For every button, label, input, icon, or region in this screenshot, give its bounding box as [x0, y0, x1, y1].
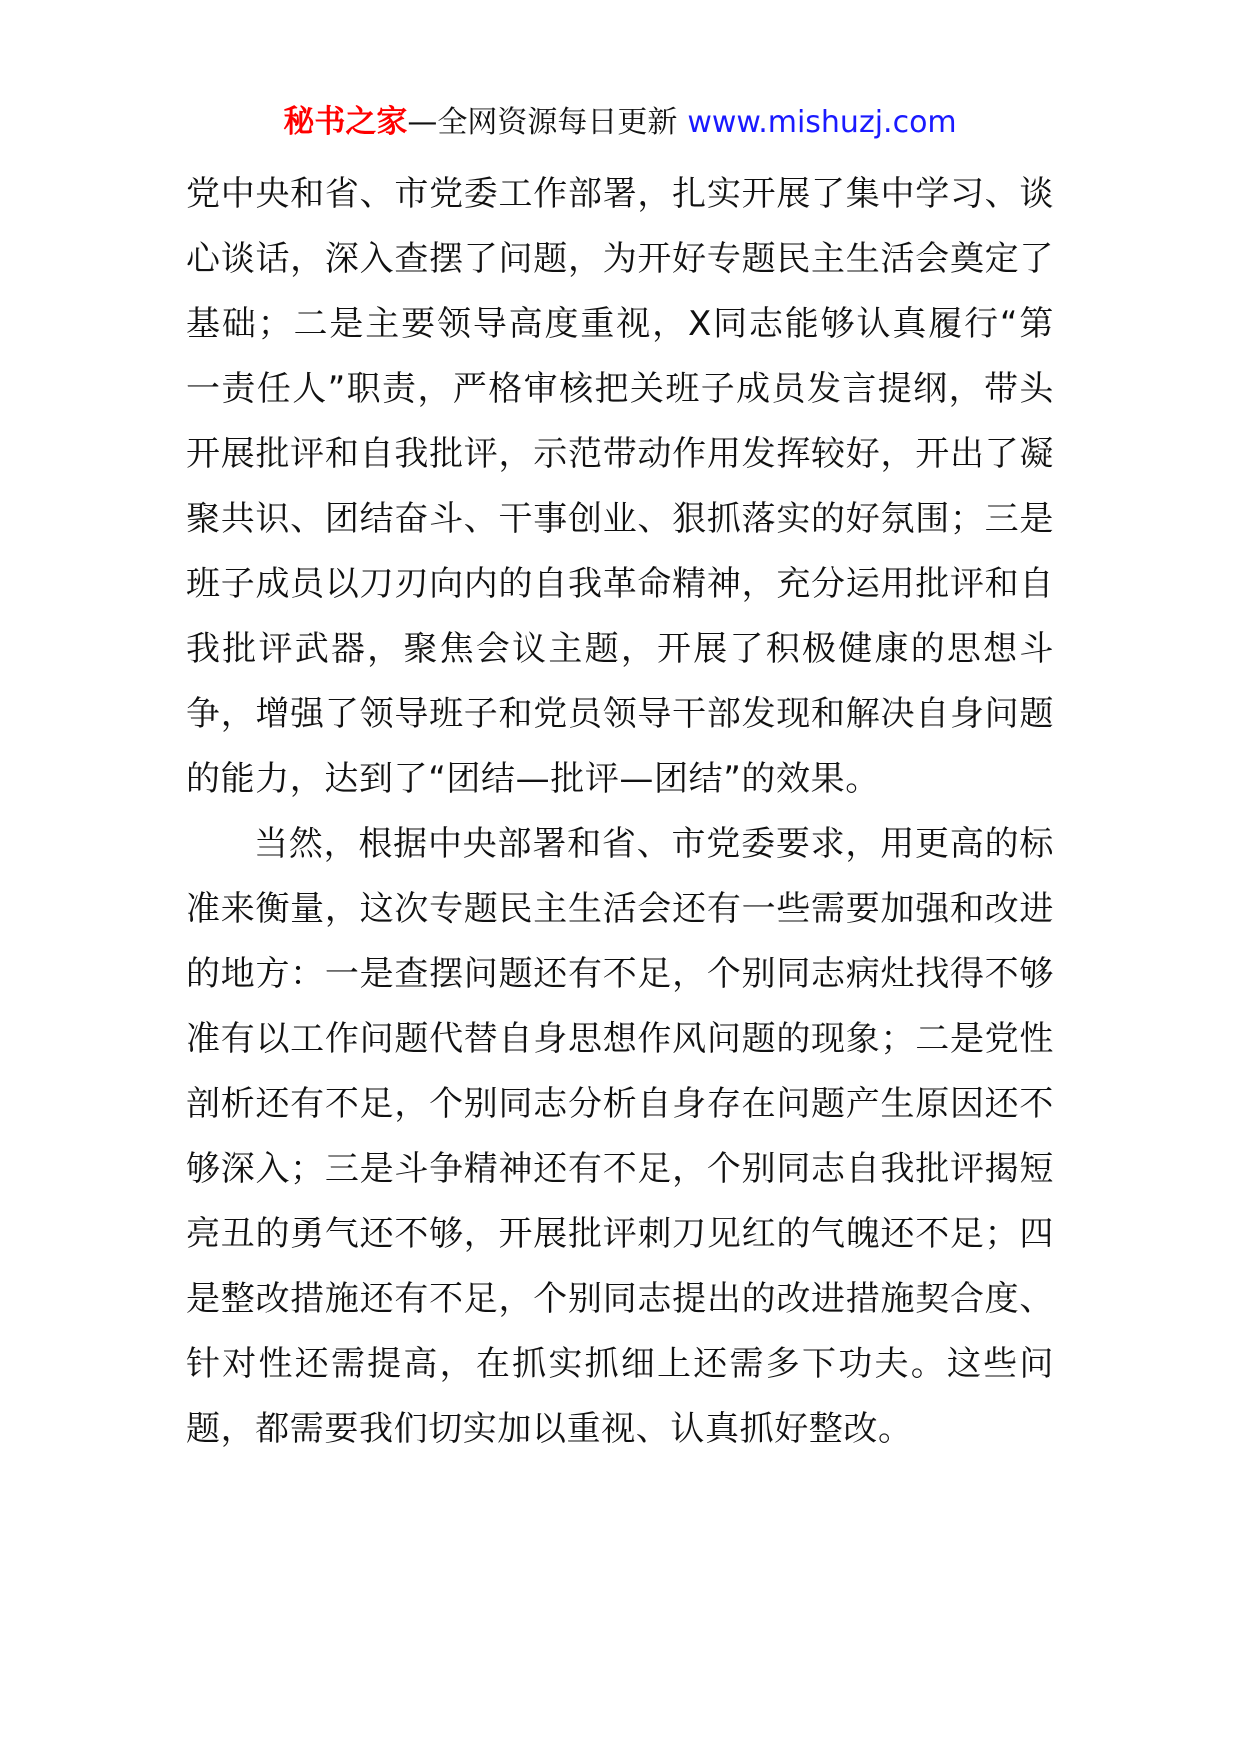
- document-body: [186, 162, 1054, 1462]
- site-brand: 秘书之家: [283, 104, 408, 140]
- page-header: [0, 100, 1240, 145]
- site-url-link[interactable]: www.mishuzj.com: [687, 105, 957, 140]
- paragraph-shortcomings: 当然，根据中央部署和省、市党委要求，用更高的标准来衡量，这次专题民主生活会还有一些需要加强和改进的地方：一是查摆问题还有不足，个别同志病灶找得不够准有以工作问题代替自身思想作风问题的现象；二是党性剖析还有不足，个别同志分析自身存在问题产生原因还不够深入；三是斗争精神还有不足，个别同志自我批评揭短亮丑的勇气还不够，开展批评刺刀见红的气魄还不足；四是整改措施还有不足，个别同志提出的改进措施契合度、针对性还需提高，在抓实抓细上还需多下功夫。这些问题，都需要我们切实加以重视、认真抓好整改。: [186, 824, 1054, 1449]
- paragraph-continued: 党中央和省、市党委工作部署，扎实开展了集中学习、谈心谈话，深入查摆了问题，为开好专题民主生活会奠定了基础；二是主要领导高度重视，X同志能够认真履行“第一责任人”职责，严格审核把关班子成员发言提纲，带头开展批评和自我批评，示范带动作用发挥较好，开出了凝聚共识、团结奋斗、干事创业、狠抓落实的好氛围；三是班子成员以刀刃向内的自我革命精神，充分运用批评和自我批评武器，聚焦会议主题，开展了积极健康的思想斗争，增强了领导班子和党员领导干部发现和解决自身问题的能力，达到了“团结—批评—团结”的效果。: [186, 174, 1054, 799]
- site-tagline: —全网资源每日更新: [407, 105, 678, 140]
